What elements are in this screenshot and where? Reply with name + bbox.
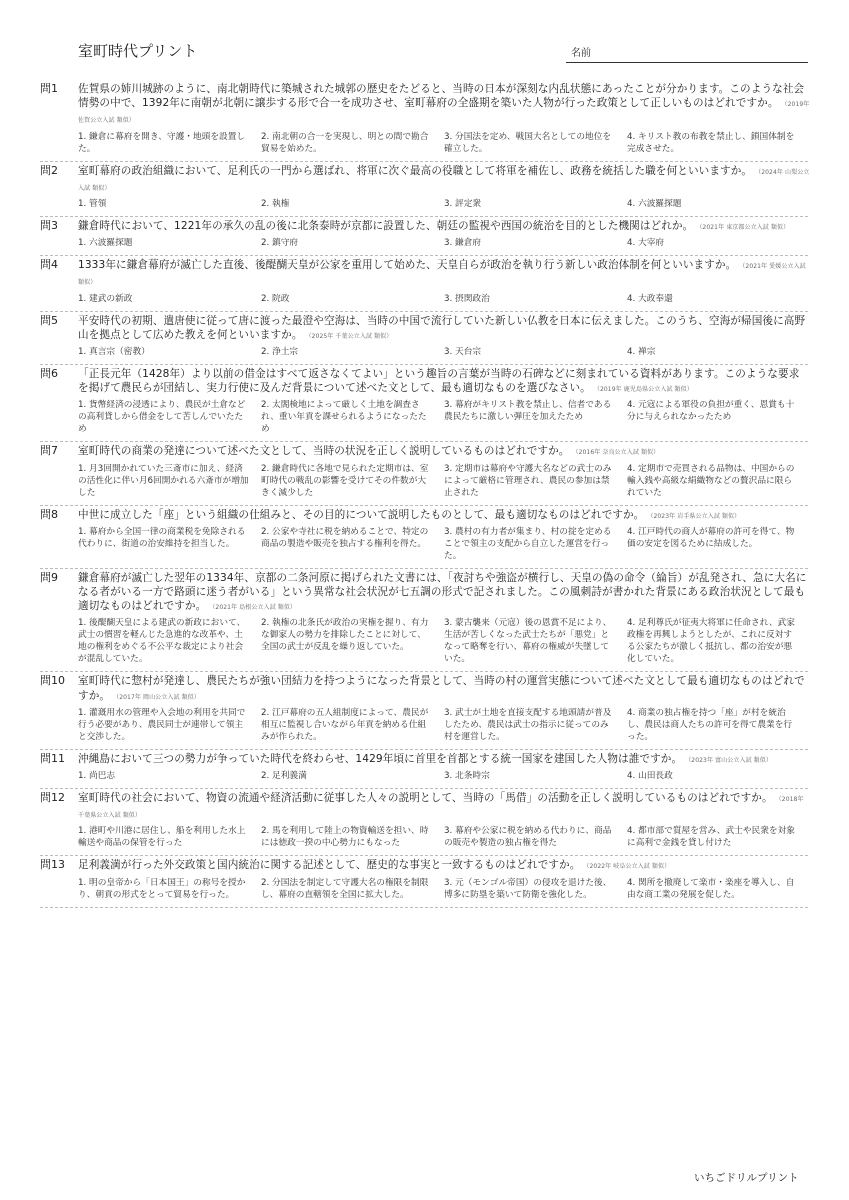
answer-choice[interactable]: 1. 鎌倉に幕府を開き、守護・地頭を設置した。 [78, 131, 246, 154]
answer-choices [78, 198, 810, 210]
answer-choice[interactable]: 2. 馬を利用して陸上の物資輸送を担い、時には徳政一揆の中心勢力にもなった [261, 826, 429, 849]
question-text-container [78, 367, 810, 397]
question-text: 鎌倉時代において、1221年の承久の乱の後に北条泰時が京都に設置した、朝廷の監視や西国の統治を目的とした機関はどれか。 [78, 220, 694, 233]
question-number: 問6 [40, 367, 58, 381]
question-number: 問5 [40, 313, 58, 327]
question-number: 問8 [40, 507, 58, 521]
question-block [40, 672, 808, 749]
question-text: 沖縄島において三つの勢力が争っていた時代を終わらせ、1429年頃に首里を首都とする統一国家を建国した人物は誰ですか。 [78, 752, 683, 765]
answer-choice[interactable]: 1. 後醍醐天皇による建武の新政において、武士の慣習を軽んじた急進的な改革や、土地の権利をめぐる不公平な裁定により社会が混乱していた。 [78, 618, 246, 665]
question-block [40, 569, 808, 673]
question-source: （2021年 東京都公立入試 類似） [699, 224, 790, 232]
answer-choice[interactable]: 4. 定期市で売買される品物は、中国からの輸入銭や高級な絹織物などの贅沢品に限られていた [627, 463, 795, 498]
question-source: （2025年 千葉公立入試 類似） [308, 332, 393, 340]
question-text: 室町時代の社会において、物資の流通や経済活動に従事した人々の説明として、当時の「馬借」の活動を正しく説明しているものはどれですか。 [78, 792, 773, 805]
question-text: 室町時代の商業の発達について述べた文として、当時の状況を正しく説明しているものはどれですか。 [78, 445, 570, 458]
answer-choice[interactable]: 4. 山田長政 [627, 771, 673, 782]
question-block [40, 162, 808, 217]
question-block [40, 312, 808, 365]
question-number: 問9 [40, 570, 58, 584]
question-block [40, 217, 808, 256]
question-number: 問4 [40, 258, 58, 272]
answer-choice[interactable]: 2. 鎌倉時代に各地で見られた定期市は、室町時代の戦乱の影響を受けてその件数が大きく減少した [261, 463, 429, 498]
question-number: 問3 [40, 219, 58, 233]
question-list [40, 80, 808, 908]
question-text: 「正長元年（1428年）より以前の借金はすべて返さなくてよい」という趣旨の言葉が当時の石碑などに刻まれている資料があります。このような要求を掲げて農民らが団結し、実力行使に及んだ背景について述べた文として、最も適切なものを選びなさい。 [78, 368, 800, 395]
answer-choice[interactable]: 1. 幕府から全国一律の商業税を免除される代わりに、街道の治安維持を担当した。 [78, 526, 246, 549]
answer-choice[interactable]: 4. 江戸時代の商人が幕府の許可を得て、物価の安定を図るために結成した。 [627, 526, 795, 549]
question-block [40, 365, 808, 442]
question-source: （2023年 岩手県公立入試 類似） [650, 512, 741, 520]
question-number: 問12 [40, 791, 65, 805]
answer-choice[interactable]: 3. 定期市は幕府や守護大名などの武士のみによって厳格に管理され、農民の参加は禁止された [444, 463, 612, 498]
answer-choice[interactable]: 4. キリスト教の布教を禁止し、鎖国体制を完成させた。 [627, 131, 795, 154]
answer-choice[interactable]: 3. 摂関政治 [444, 293, 490, 304]
answer-choice[interactable]: 2. 執権の北条氏が政治の実権を握り、有力な御家人の勢力を排除したことに対して、全国の武士が反乱を繰り返していた。 [261, 618, 429, 653]
answer-choice[interactable]: 1. 尚巴志 [78, 771, 116, 782]
question-text-container [78, 858, 810, 874]
answer-choice[interactable]: 3. 北条時宗 [444, 771, 490, 782]
question-text-container [78, 571, 810, 616]
answer-choices [78, 237, 810, 249]
question-block [40, 789, 808, 856]
answer-choices [78, 526, 810, 562]
question-text: 佐賀県の姉川城跡のように、南北朝時代に築城された城郭の歴史をたどると、当時の日本が深刻な内乱状態にあったことが分かります。このような社会情勢の中で、1392年に南朝が北朝に譲歩する形で合一を成功させ、室町幕府の全盛期を築いた人物が行った政策として正しいものはどれですか。 [78, 83, 805, 110]
answer-choice[interactable]: 2. 浄土宗 [261, 347, 299, 358]
question-text: 平安時代の初期、遣唐使に従って唐に渡った最澄や空海は、当時の中国で流行していた新しい仏教を日本に伝えました。このうち、空海が帰国後に高野山を拠点として広めた教えを何といいますか。 [78, 314, 806, 341]
answer-choices [78, 825, 810, 849]
answer-choice[interactable]: 3. 鎌倉府 [444, 238, 482, 249]
answer-choice[interactable]: 3. 農村の有力者が集まり、村の掟を定めることで領主の支配から自立した運営を行った。 [444, 526, 612, 561]
answer-choice[interactable]: 4. 大宰府 [627, 238, 665, 249]
answer-choices [78, 877, 810, 901]
answer-choice[interactable]: 2. 南北朝の合一を実現し、明との間で勘合貿易を始めた。 [261, 131, 429, 154]
answer-choices [78, 770, 810, 782]
question-number: 問7 [40, 444, 58, 458]
question-text: 中世に成立した「座」という組織の仕組みと、その目的について説明したものとして、最も適切なものはどれですか。 [78, 508, 645, 521]
question-block [40, 80, 808, 162]
answer-choice[interactable]: 1. 管領 [78, 199, 107, 210]
answer-choices [78, 463, 810, 499]
answer-choice[interactable]: 1. 灌漑用水の管理や入会地の利用を共同で行う必要があり、農民同士が連帯して領主と交渉した。 [78, 707, 246, 742]
question-text: 室町幕府の政治組織において、足利氏の一門から選ばれ、将軍に次ぐ最高の役職として将軍を補佐し、政務を統括した職を何といいますか。 [78, 164, 753, 177]
answer-choice[interactable]: 4. 大政奉還 [627, 293, 673, 304]
answer-choice[interactable]: 2. 執権 [261, 199, 290, 210]
answer-choice[interactable]: 4. 元寇による軍役の負担が重く、恩賞も十分に与えられなかったため [627, 400, 795, 423]
question-text: 足利義満が行った外交政策と国内統治に関する記述として、歴史的な事実と一致するものはどれですか。 [78, 859, 581, 872]
question-number: 問2 [40, 163, 58, 177]
question-text-container [78, 314, 810, 344]
question-text: 鎌倉幕府が滅亡した翌年の1334年、京都の二条河原に掲げられた文書には、「夜討ちや強盗が横行し、天皇の偽の命令（綸旨）が乱発され、急に大名になる者がいる一方で路頭に迷う者がいる」という異常な社会状況が七五調の形式で記されました。この風刺詩が書かれた背景にある政治状況として最も適切なものはどれですか。 [78, 571, 807, 613]
answer-choices [78, 707, 810, 743]
question-source: （2018年 千葉県公立入試 類似） [78, 796, 804, 820]
question-text-container [78, 674, 810, 704]
question-source: （2024年 山梨公立入試 類似） [78, 168, 810, 192]
answer-choice[interactable]: 3. 元（モンゴル帝国）の侵攻を退けた後、博多に防塁を築いて防衛を強化した。 [444, 877, 612, 900]
answer-choice[interactable]: 1. 明の皇帝から「日本国王」の称号を授かり、朝貢の形式をとって貿易を行った。 [78, 877, 246, 900]
answer-choice[interactable]: 1. 真言宗（密教） [78, 347, 150, 358]
answer-choice[interactable]: 3. 評定衆 [444, 199, 482, 210]
page-title: 室町時代プリント [78, 42, 198, 60]
header [78, 40, 808, 66]
question-source: （2022年 岐阜公立入試 類似） [586, 863, 671, 871]
name-field-line [566, 62, 808, 63]
question-text-container [78, 219, 810, 235]
question-text-container [78, 82, 810, 129]
answer-choice[interactable]: 4. 足利尊氏が征夷大将軍に任命され、武家政権を再興しようとしたが、これに反対する公家たちが激しく抵抗し、都の治安が悪化していた。 [627, 618, 795, 665]
answer-choice[interactable]: 1. 貨幣経済の浸透により、農民が土倉などの高利貸しから借金をして苦しんでいたため [78, 400, 246, 435]
question-text-container [78, 164, 810, 196]
question-source: （2021年 愛媛公立入試 類似） [78, 263, 806, 287]
answer-choice[interactable]: 1. 六波羅探題 [78, 238, 133, 249]
answer-choice[interactable]: 2. 江戸幕府の五人組制度によって、農民が相互に監視し合いながら年貢を納める仕組みが作られた。 [261, 707, 429, 742]
answer-choices [78, 346, 810, 358]
answer-choice[interactable]: 4. 商業の独占権を持つ「座」が村を統治し、農民は商人たちの許可を得て農業を行った。 [627, 707, 793, 742]
question-text: 室町時代に惣村が発達し、農民たちが強い団結力を持つようになった背景として、当時の村の運営実態について述べた文として最も適切なものはどれですか。 [78, 675, 805, 702]
question-text-container [78, 258, 810, 290]
answer-choices [78, 399, 810, 435]
answer-choice[interactable]: 3. 幕府や公家に税を納める代わりに、商品の販売や製造の独占権を得た [444, 826, 612, 849]
answer-choice[interactable]: 4. 関所を撤廃して楽市・楽座を導入し、自由な商工業の発展を促した。 [627, 877, 795, 900]
question-text-container [78, 508, 810, 524]
answer-choice[interactable]: 2. 足利義満 [261, 771, 307, 782]
answer-choices [78, 293, 810, 305]
question-number: 問10 [40, 674, 65, 688]
question-source: （2016年 奈良公立入試 類似） [575, 449, 660, 457]
answer-choice[interactable]: 3. 武士が土地を直接支配する地頭請が普及したため、農民は武士の指示に従ってのみ村を運営した。 [444, 707, 612, 742]
question-number: 問11 [40, 751, 65, 765]
answer-choice[interactable]: 1. 港町や川港に居住し、船を利用した水上輸送や商品の保管を行った [78, 826, 246, 849]
question-source: （2019年 鹿児島県公立入試 類似） [596, 386, 693, 394]
answer-choice[interactable]: 4. 都市部で質屋を営み、武士や民衆を対象に高利で金銭を貸し付けた [627, 826, 795, 849]
question-block [40, 256, 808, 311]
question-text-container [78, 444, 810, 460]
footer-brand: いちごドリルプリント [694, 1172, 799, 1184]
answer-choice[interactable]: 1. 月3回開かれていた三斎市に加え、経済の活性化に伴い月6回開かれる六斎市が増加した [78, 463, 249, 498]
question-block [40, 442, 808, 505]
answer-choices [78, 131, 810, 155]
name-label: 名前 [571, 48, 591, 59]
question-block [40, 506, 808, 569]
answer-choices [78, 617, 810, 665]
question-number: 問1 [40, 82, 58, 95]
answer-choice[interactable]: 4. 六波羅探題 [627, 199, 682, 210]
question-text: 1333年に鎌倉幕府が滅亡した直後、後醍醐天皇が公家を重用して始めた、天皇自らが政治を執り行う新しい政治体制を何といいますか。 [78, 259, 737, 272]
answer-choice[interactable]: 3. 分国法を定め、戦国大名としての地位を確立した。 [444, 131, 612, 154]
question-source: （2019年 佐賀公立入試 類似） [78, 101, 810, 125]
answer-choice[interactable]: 2. 鎮守府 [261, 238, 299, 249]
answer-choice[interactable]: 2. 院政 [261, 293, 290, 304]
question-text-container [78, 752, 810, 768]
question-block [40, 856, 808, 907]
question-text-container [78, 791, 810, 823]
answer-choice[interactable]: 3. 蒙古襲来（元寇）後の恩賞不足により、生活が苦しくなった武士たちが「悪党」となって略奪を行い、幕府の権威が失墜していた。 [444, 618, 612, 665]
answer-choice[interactable]: 2. 分国法を制定して守護大名の権限を制限し、幕府の直轄領を全国に拡大した。 [261, 877, 429, 900]
question-source: （2023年 富山公立入試 類似） [688, 756, 772, 764]
answer-choice[interactable]: 4. 禅宗 [627, 347, 656, 358]
question-number: 問13 [40, 858, 65, 872]
answer-choice[interactable]: 2. 太閤検地によって厳しく土地を調査され、重い年貢を課せられるようになったため [261, 400, 427, 435]
answer-choice[interactable]: 3. 幕府がキリスト教を禁止し、信者である農民たちに激しい弾圧を加えたため [444, 400, 612, 423]
question-block [40, 750, 808, 789]
question-source: （2021年 島根公立入試 類似） [212, 604, 297, 612]
answer-choice[interactable]: 2. 公家や寺社に税を納めることで、特定の商品の製造や販売を独占する権利を得た。 [261, 526, 429, 549]
answer-choice[interactable]: 1. 建武の新政 [78, 293, 133, 304]
answer-choice[interactable]: 3. 天台宗 [444, 347, 482, 358]
question-source: （2017年 岡山公立入試 類似） [116, 693, 200, 701]
